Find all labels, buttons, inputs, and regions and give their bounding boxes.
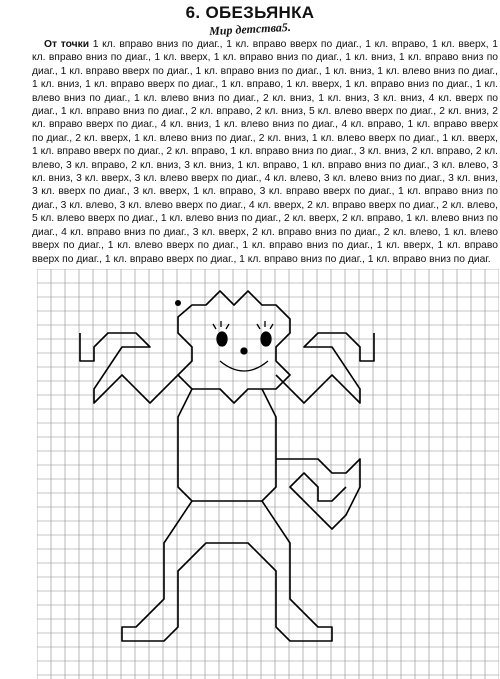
- monkey-drawing: [80, 291, 374, 641]
- monkey-left-leg: [122, 501, 234, 641]
- nose: [241, 348, 247, 354]
- right-eye: [261, 332, 271, 346]
- instructions-text: [32, 38, 498, 266]
- left-eye: [217, 332, 227, 346]
- monkey-tail: [276, 459, 360, 529]
- monkey-face: [213, 321, 273, 371]
- monkey-left-arm: [80, 333, 178, 403]
- monkey-head-outline: [178, 291, 290, 403]
- grid-paper: [37, 269, 499, 679]
- instructions-lead: От точки: [44, 39, 90, 50]
- drawing-grid-area: [37, 269, 499, 679]
- grid-lines: [37, 269, 499, 679]
- source-caption: Мир детства5.: [208, 19, 292, 39]
- start-dot: [175, 300, 181, 306]
- instructions-body: 1 кл. вправо вниз по диаг., 1 кл. вправо вверх по диаг., 1 кл. вправо, 1 кл. вверх, 1 кл. вправо вниз по диаг., 1 кл. вверх, 1 кл. вправо вниз по диаг., 1 кл. вниз, 1 кл. вправо вниз по диаг., 1 кл. вправо вверх по диаг., 1 кл. вправо вниз по диаг., 1 кл. вниз, 1 кл. влево вниз по диаг., 1 кл. вниз, 1 кл. вправо вверх по диаг., 1 кл. вправо, 1 кл. вверх, 1 кл. вправо вниз по диаг., 1 кл. влево вниз по диаг., 1 кл. влево вниз по диаг., 2 кл. вниз, 1 кл. вниз, 3 кл. вниз, 4 кл. вверх по диаг., 1 кл. вправо вниз по диаг., 2 кл. вправо, 2 кл. вниз, 5 кл. влево вверх по диаг., 2 кл. вниз, 2 кл. вправо вверх по диаг., 4 кл. вниз, 1 кл. влево вниз по диаг., 4 кл. вправо, 1 кл. вправо вверх по диаг., 2 кл. вверх, 1 кл. влево вниз по диаг., 2 кл. вниз, 1 кл. влево вверх по диаг., 1 кл. вверх, 1 кл. вправо вверх по диаг., 2 кл. вправо, 1 кл. вправо вниз по диаг., 3 кл. вниз, 2 кл. вправо, 2 кл. влево, 3 кл. вправо, 2 кл. вниз, 3 кл. вниз, 1 кл. вправо, 1 кл. вправо вниз по диаг., 3 кл. влево, 3 кл. вниз, 3 кл. вверх, 3 кл. влево вверх по диаг., 4 кл. влево, 3 кл. влево вниз по диаг., 3 кл. вниз, 3 кл. вверх по диаг., 3 кл. вверх, 1 кл. вправо, 3 кл. вправо вверх по диаг., 1 кл. вправо вниз по диаг., 3 кл. влево, 3 кл. влево вверх по диаг., 4 кл. вверх, 2 кл. вправо вверх по диаг., 2 кл. влево, 5 кл. влево вверх по диаг., 1 кл. влево вниз по диаг., 2 кл. вверх, 2 кл. вправо, 1 кл. влево вниз по диаг., 4 кл. вправо вниз по диаг., 3 кл. вверх, 2 кл. вправо вниз по диаг., 2 кл. влево, 1 кл. влево вверх по диаг., 1 кл. влево вверх по диаг., 1 кл. вправо вниз по диаг., 1 кл. вверх, 1 кл. вправо вверх по диаг., 1 кл. вправо вверх по диаг., 1 кл. вправо вниз по диаг., 1 кл. вправо вниз по диаг.: [32, 39, 498, 265]
- page-title: 6. ОБЕЗЬЯНКА: [185, 3, 315, 22]
